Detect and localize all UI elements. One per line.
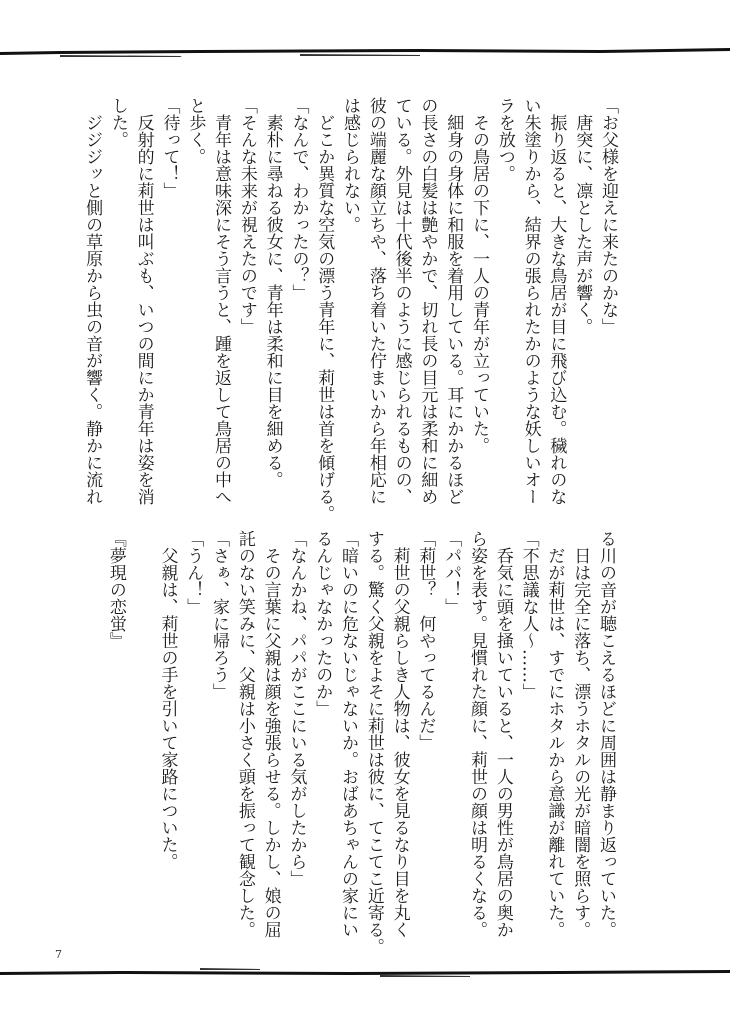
text-column: 細身の身体に和服を着用している。耳にかかるほど bbox=[443, 97, 464, 505]
text-column: 日は完全に落ち、漂うホタルの光が暗闇を照らす。 bbox=[570, 530, 591, 938]
text-column: 振り返ると、大きな鳥居が目に飛び込む。穢れのな bbox=[546, 97, 567, 505]
text-column: 唐突に、凛とした声が響く。 bbox=[572, 97, 593, 335]
text-column: るんじゃなかったのか」 bbox=[312, 530, 333, 717]
text-column: 「不思議な人〜……」 bbox=[518, 530, 539, 700]
text-column: る川の音が聴こえるほどに周囲は静まり返っていた。 bbox=[596, 530, 616, 938]
text-column: する。驚く父親をよそに莉世は彼に、てこてこ近寄る。 bbox=[363, 530, 384, 955]
text-column: 「待って！」 bbox=[159, 97, 180, 199]
text-column: 託のない笑みに、父親は小さく頭を振って観念した。 bbox=[234, 530, 255, 938]
text-column: 「なんかね、パパがここにいる気がしたから」 bbox=[286, 530, 307, 887]
text-column: 莉世の父親らしき人物は、彼女を見るなり目を丸く bbox=[389, 530, 410, 938]
text-column: 彼の端麗な顔立ちや、落ち着いた佇まいから年相応に bbox=[365, 97, 386, 505]
text-column: 「暗いのに危ないじゃないか。おばあちゃんの家にい bbox=[338, 530, 359, 938]
top-brush-rule bbox=[0, 40, 730, 60]
story-title: 『夢現の恋蛍』 bbox=[105, 530, 126, 649]
text-column: その言葉に父親は顔を強張らせる。しかし、娘の屈 bbox=[260, 530, 281, 938]
text-column: ラを放つ。 bbox=[494, 97, 515, 182]
text-column: 反射的に莉世は叫ぶも、いつの間にか青年は姿を消 bbox=[133, 97, 154, 505]
text-column: ジジジッと側の草原から虫の音が響く。静かに流れ bbox=[82, 97, 103, 505]
text-block-bottom bbox=[102, 530, 618, 960]
text-column: 「そんな未来が視えたのです」 bbox=[236, 97, 257, 335]
text-column: 父親は、莉世の手を引いて家路についた。 bbox=[157, 530, 178, 870]
text-column: だが莉世は、すでにホタルから意識が離れていた。 bbox=[544, 530, 565, 938]
text-column: 「パパ！」 bbox=[441, 530, 462, 615]
text-column: 呑気に頭を掻いていると、一人の男性が鳥居の奥か bbox=[492, 530, 513, 938]
text-column: は感じられない。 bbox=[340, 97, 361, 233]
text-column: と歩く。 bbox=[185, 97, 206, 165]
text-column: その鳥居の下に、一人の青年が立っていた。 bbox=[469, 97, 490, 454]
bottom-brush-rule bbox=[0, 962, 730, 982]
text-column: した。 bbox=[107, 97, 128, 148]
text-column: どこか異質な空気の漂う青年に、莉世は首を傾げる。 bbox=[314, 97, 335, 522]
text-column: 「莉世？ 何やってるんだ」 bbox=[415, 530, 436, 751]
text-column: ら姿を表す。見慣れた顔に、莉世の顔は明るくなる。 bbox=[467, 530, 488, 938]
text-column: 「さぁ、家に帰ろう」 bbox=[209, 530, 230, 700]
page-number: 7 bbox=[55, 948, 62, 961]
text-column: ている。外見は十代後半のように感じられるものの、 bbox=[391, 97, 412, 505]
text-column: 青年は意味深にそう言うと、踵を返して鳥居の中へ bbox=[211, 97, 232, 505]
text-column: 素朴に尋ねる彼女に、青年は柔和に目を細める。 bbox=[262, 97, 283, 488]
blank-column bbox=[128, 530, 154, 958]
text-column: の長さの白髪は艶やかで、切れ長の目元は柔和に細め bbox=[417, 97, 438, 505]
text-column: 「うん！」 bbox=[183, 530, 204, 615]
text-column: い朱塗りから、結界の張られたかのような妖しいオー bbox=[520, 97, 541, 505]
text-block-top bbox=[78, 97, 620, 525]
text-column: 「なんで、わかったの？」 bbox=[288, 97, 309, 301]
text-column: 「お父様を迎えに来たのかな」 bbox=[598, 97, 618, 335]
